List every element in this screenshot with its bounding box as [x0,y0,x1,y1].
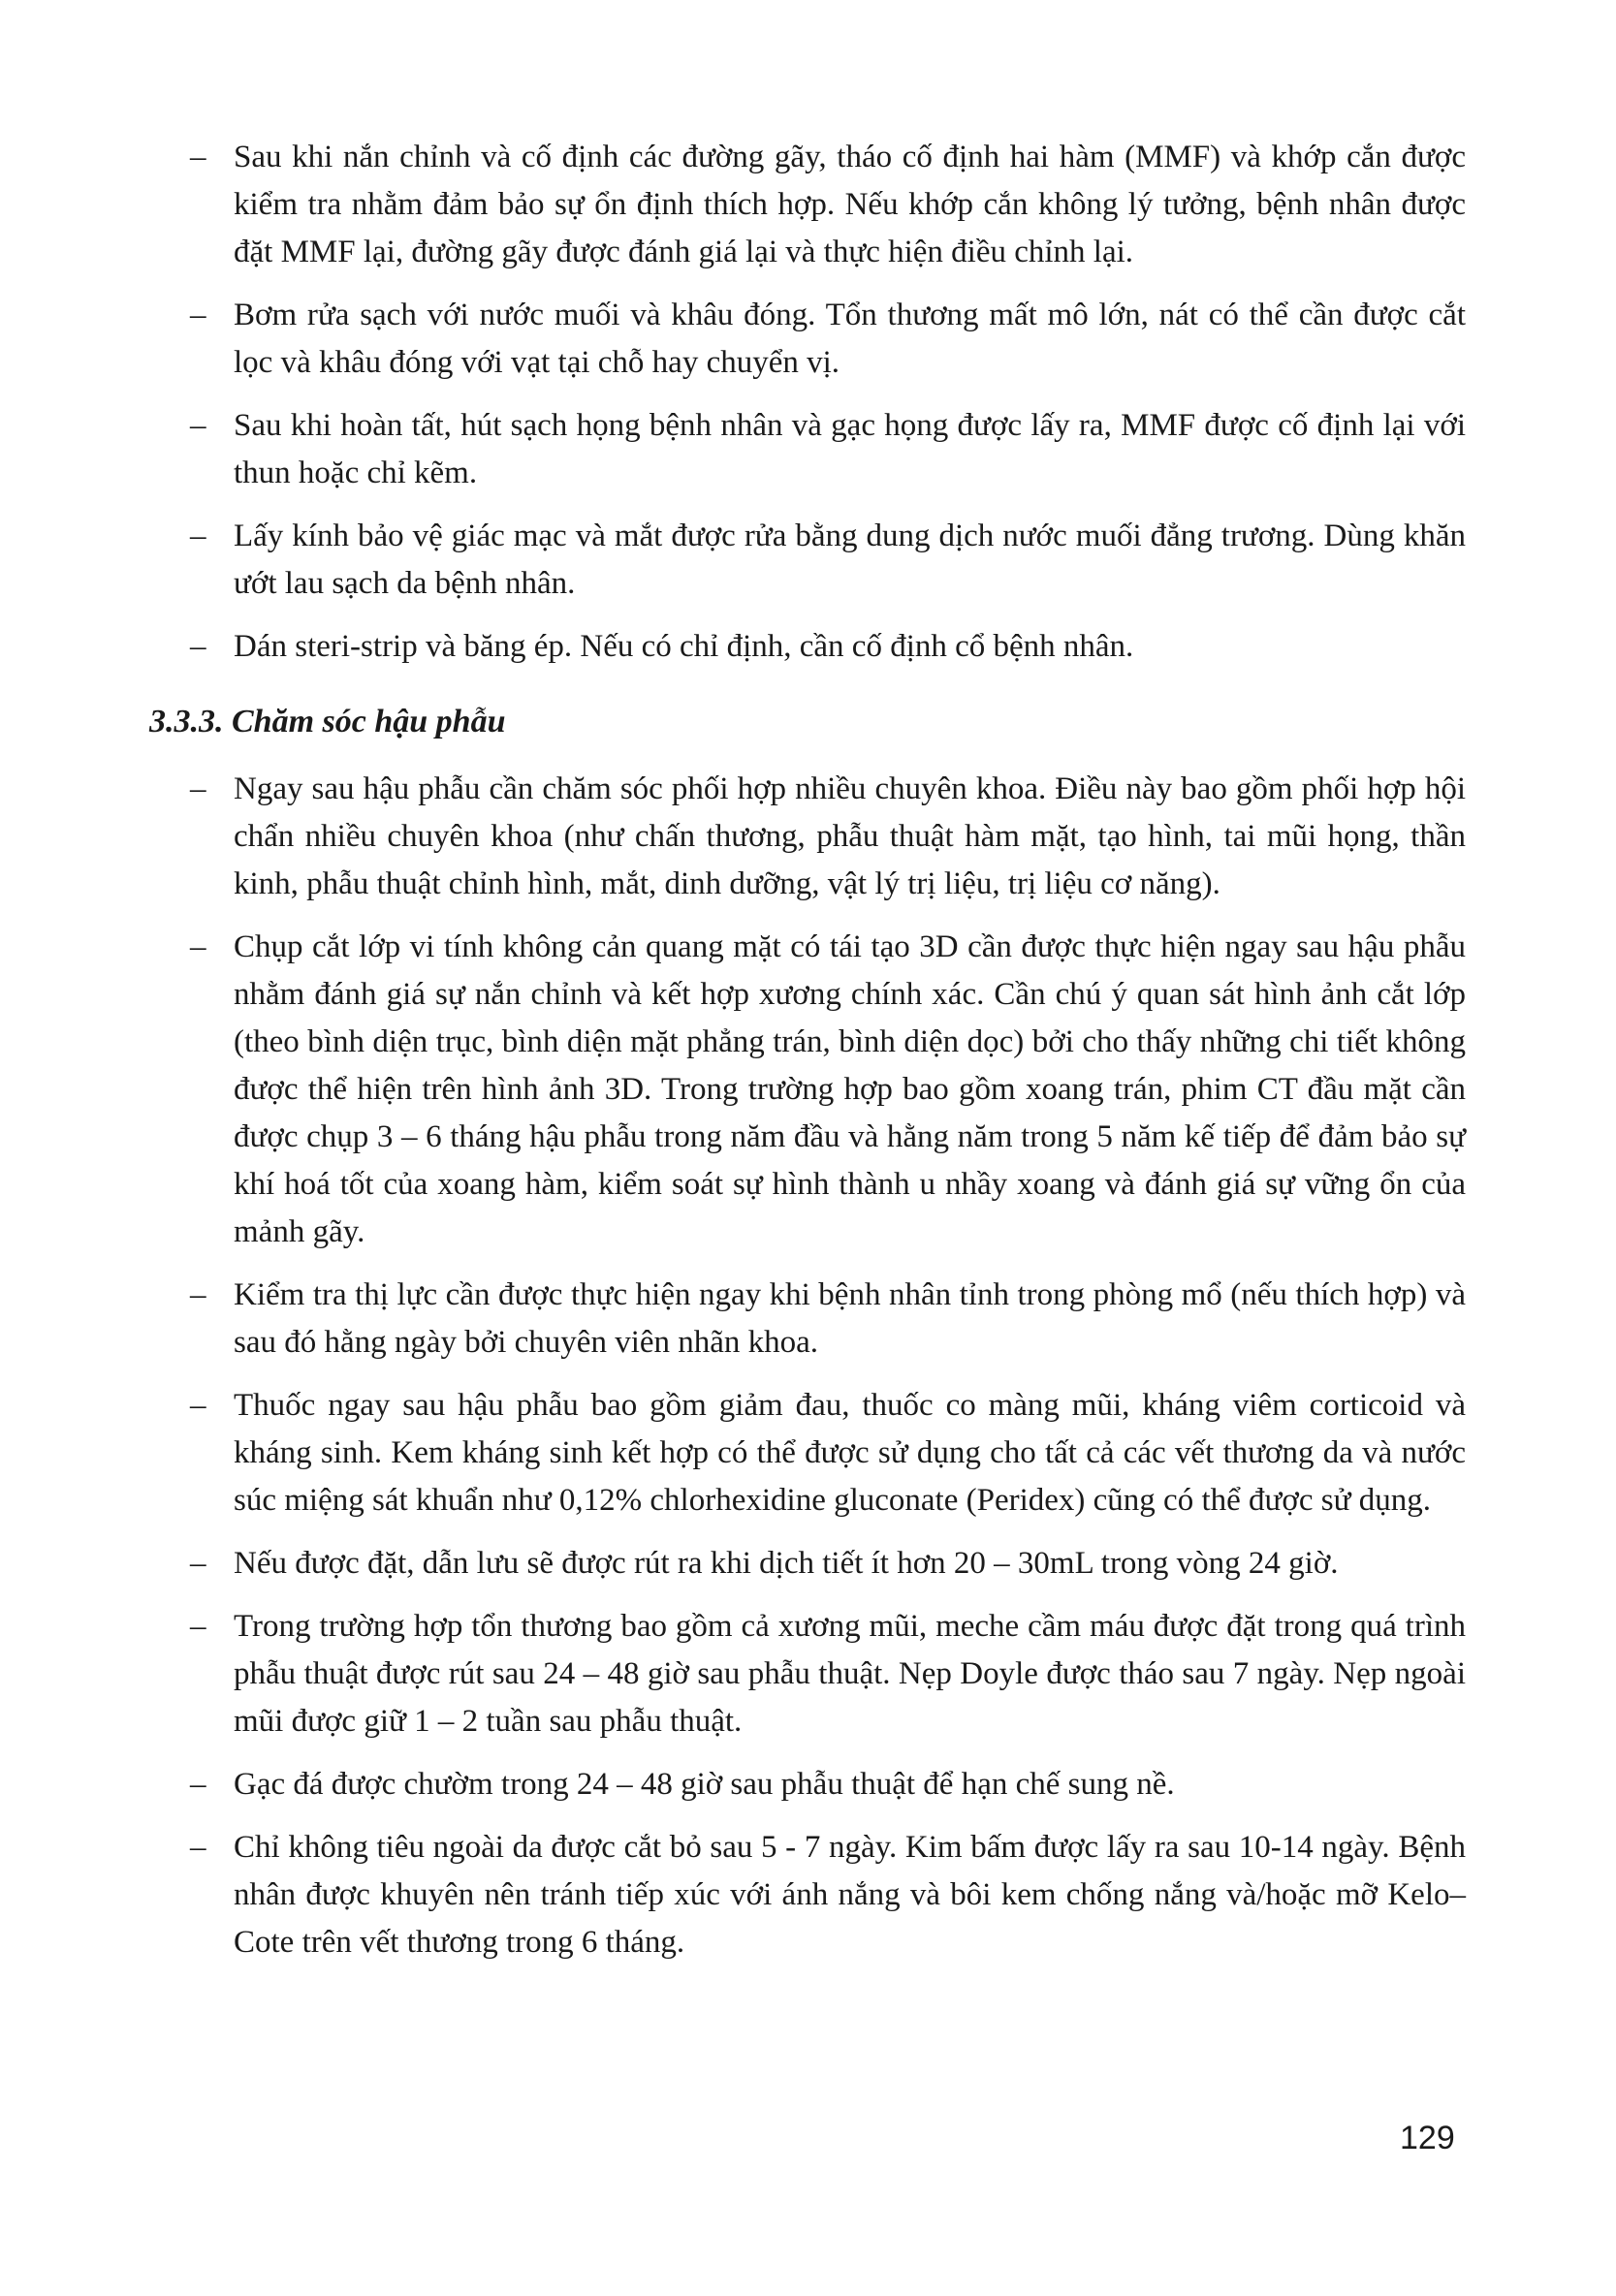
list-item-text: Dán steri-strip và băng ép. Nếu có chỉ định, cần cố định cổ bệnh nhân. [234,629,1134,664]
list-item-text: Kiểm tra thị lực cần được thực hiện ngay khi bệnh nhân tỉnh trong phòng mổ (nếu thích hợp) và sau đó hằng ngày bởi chuyên viên nhãn khoa. [234,1277,1466,1360]
list-item [190,402,1466,497]
section-heading: 3.3.3. Chăm sóc hậu phẫu [149,704,506,739]
postop-care-list [190,766,1466,1966]
list-item [190,292,1466,387]
list-item-text: Lấy kính bảo vệ giác mạc và mắt được rửa bằng dung dịch nước muối đẳng trương. Dùng khăn ướt lau sạch da bệnh nhân. [234,519,1466,601]
bullet-dash: – [190,629,206,664]
list-item-text: Trong trường hợp tổn thương bao gồm cả xương mũi, meche cầm máu được đặt trong quá trình phẫu thuật được rút sau 24 – 48 giờ sau phẫu thuật. Nẹp Doyle được tháo sau 7 ngày. Nẹp ngoài mũi được giữ 1 – 2 tuần sau phẫu thuật. [234,1609,1466,1739]
list-item [190,134,1466,276]
list-item [190,513,1466,608]
list-item-text: Sau khi nắn chỉnh và cố định các đường gãy, tháo cố định hai hàm (MMF) và khớp cắn được kiểm tra nhằm đảm bảo sự ổn định thích hợp. Nếu khớp cắn không lý tưởng, bệnh nhân được đặt MMF lại, đường gãy được đánh giá lại và thực hiện điều chỉnh lại. [234,140,1466,269]
procedure-steps-list [190,134,1466,671]
bullet-dash: – [190,1609,206,1644]
list-item [190,1382,1466,1525]
list-item-text: Thuốc ngay sau hậu phẫu bao gồm giảm đau, thuốc co màng mũi, kháng viêm corticoid và kháng sinh. Kem kháng sinh kết hợp có thể được sử dụng cho tất cả các vết thương da và nước súc miệng sát khuẩn như 0,12% chlorhexidine gluconate (Peridex) cũng có thể được sử dụng. [234,1388,1466,1518]
list-item-text: Chỉ không tiêu ngoài da được cắt bỏ sau 5 - 7 ngày. Kim bấm được lấy ra sau 10-14 ngày. Bệnh nhân được khuyên nên tránh tiếp xúc với ánh nắng và bôi kem chống nắng và/hoặc mỡ Kelo–Cote trên vết thương trong 6 tháng. [234,1830,1466,1960]
bullet-dash: – [190,298,206,332]
list-item-text: Ngay sau hậu phẫu cần chăm sóc phối hợp nhiều chuyên khoa. Điều này bao gồm phối hợp hội chẩn nhiều chuyên khoa (như chấn thương, phẫu thuật hàm mặt, tạo hình, tai mũi họng, thần kinh, phẫu thuật chỉnh hình, mắt, dinh dưỡng, vật lý trị liệu, trị liệu cơ năng). [234,771,1466,901]
bullet-dash: – [190,408,206,443]
postop-care-section [190,766,1466,1982]
bullet-dash: – [190,1388,206,1423]
procedure-steps-section [190,134,1466,686]
list-item [190,1761,1466,1808]
bullet-dash: – [190,1277,206,1312]
list-item [190,1272,1466,1367]
list-item [190,924,1466,1256]
list-item [190,1824,1466,1966]
bullet-dash: – [190,1767,206,1802]
page-number: 129 [1400,2120,1455,2156]
bullet-dash: – [190,519,206,553]
list-item [190,1540,1466,1588]
list-item [190,766,1466,908]
list-item-text: Sau khi hoàn tất, hút sạch họng bệnh nhân và gạc họng được lấy ra, MMF được cố định lại với thun hoặc chỉ kẽm. [234,408,1466,490]
bullet-dash: – [190,1830,206,1865]
bullet-dash: – [190,1546,206,1581]
list-item-text: Chụp cắt lớp vi tính không cản quang mặt có tái tạo 3D cần được thực hiện ngay sau hậu phẫu nhằm đánh giá sự nắn chỉnh và kết hợp xương chính xác. Cần chú ý quan sát hình ảnh cắt lớp (theo bình diện trục, bình diện mặt phẳng trán, bình diện dọc) bởi cho thấy những chi tiết không được thể hiện trên hình ảnh 3D. Trong trường hợp bao gồm xoang trán, phim CT đầu mặt cần được chụp 3 – 6 tháng hậu phẫu trong năm đầu và hằng năm trong 5 năm kế tiếp để đảm bảo sự khí hoá tốt của xoang hàm, kiểm soát sự hình thành u nhầy xoang và đánh giá sự vững ổn của mảnh gãy. [234,929,1466,1249]
list-item-text: Gạc đá được chườm trong 24 – 48 giờ sau phẫu thuật để hạn chế sung nề. [234,1767,1175,1802]
list-item [190,623,1466,671]
list-item-text: Nếu được đặt, dẫn lưu sẽ được rút ra khi dịch tiết ít hơn 20 – 30mL trong vòng 24 giờ. [234,1546,1339,1581]
list-item-text: Bơm rửa sạch với nước muối và khâu đóng. Tổn thương mất mô lớn, nát có thể cần được cắt lọc và khâu đóng với vạt tại chỗ hay chuyển vị. [234,298,1466,380]
bullet-dash: – [190,140,206,174]
list-item [190,1603,1466,1746]
bullet-dash: – [190,771,206,806]
bullet-dash: – [190,929,206,964]
